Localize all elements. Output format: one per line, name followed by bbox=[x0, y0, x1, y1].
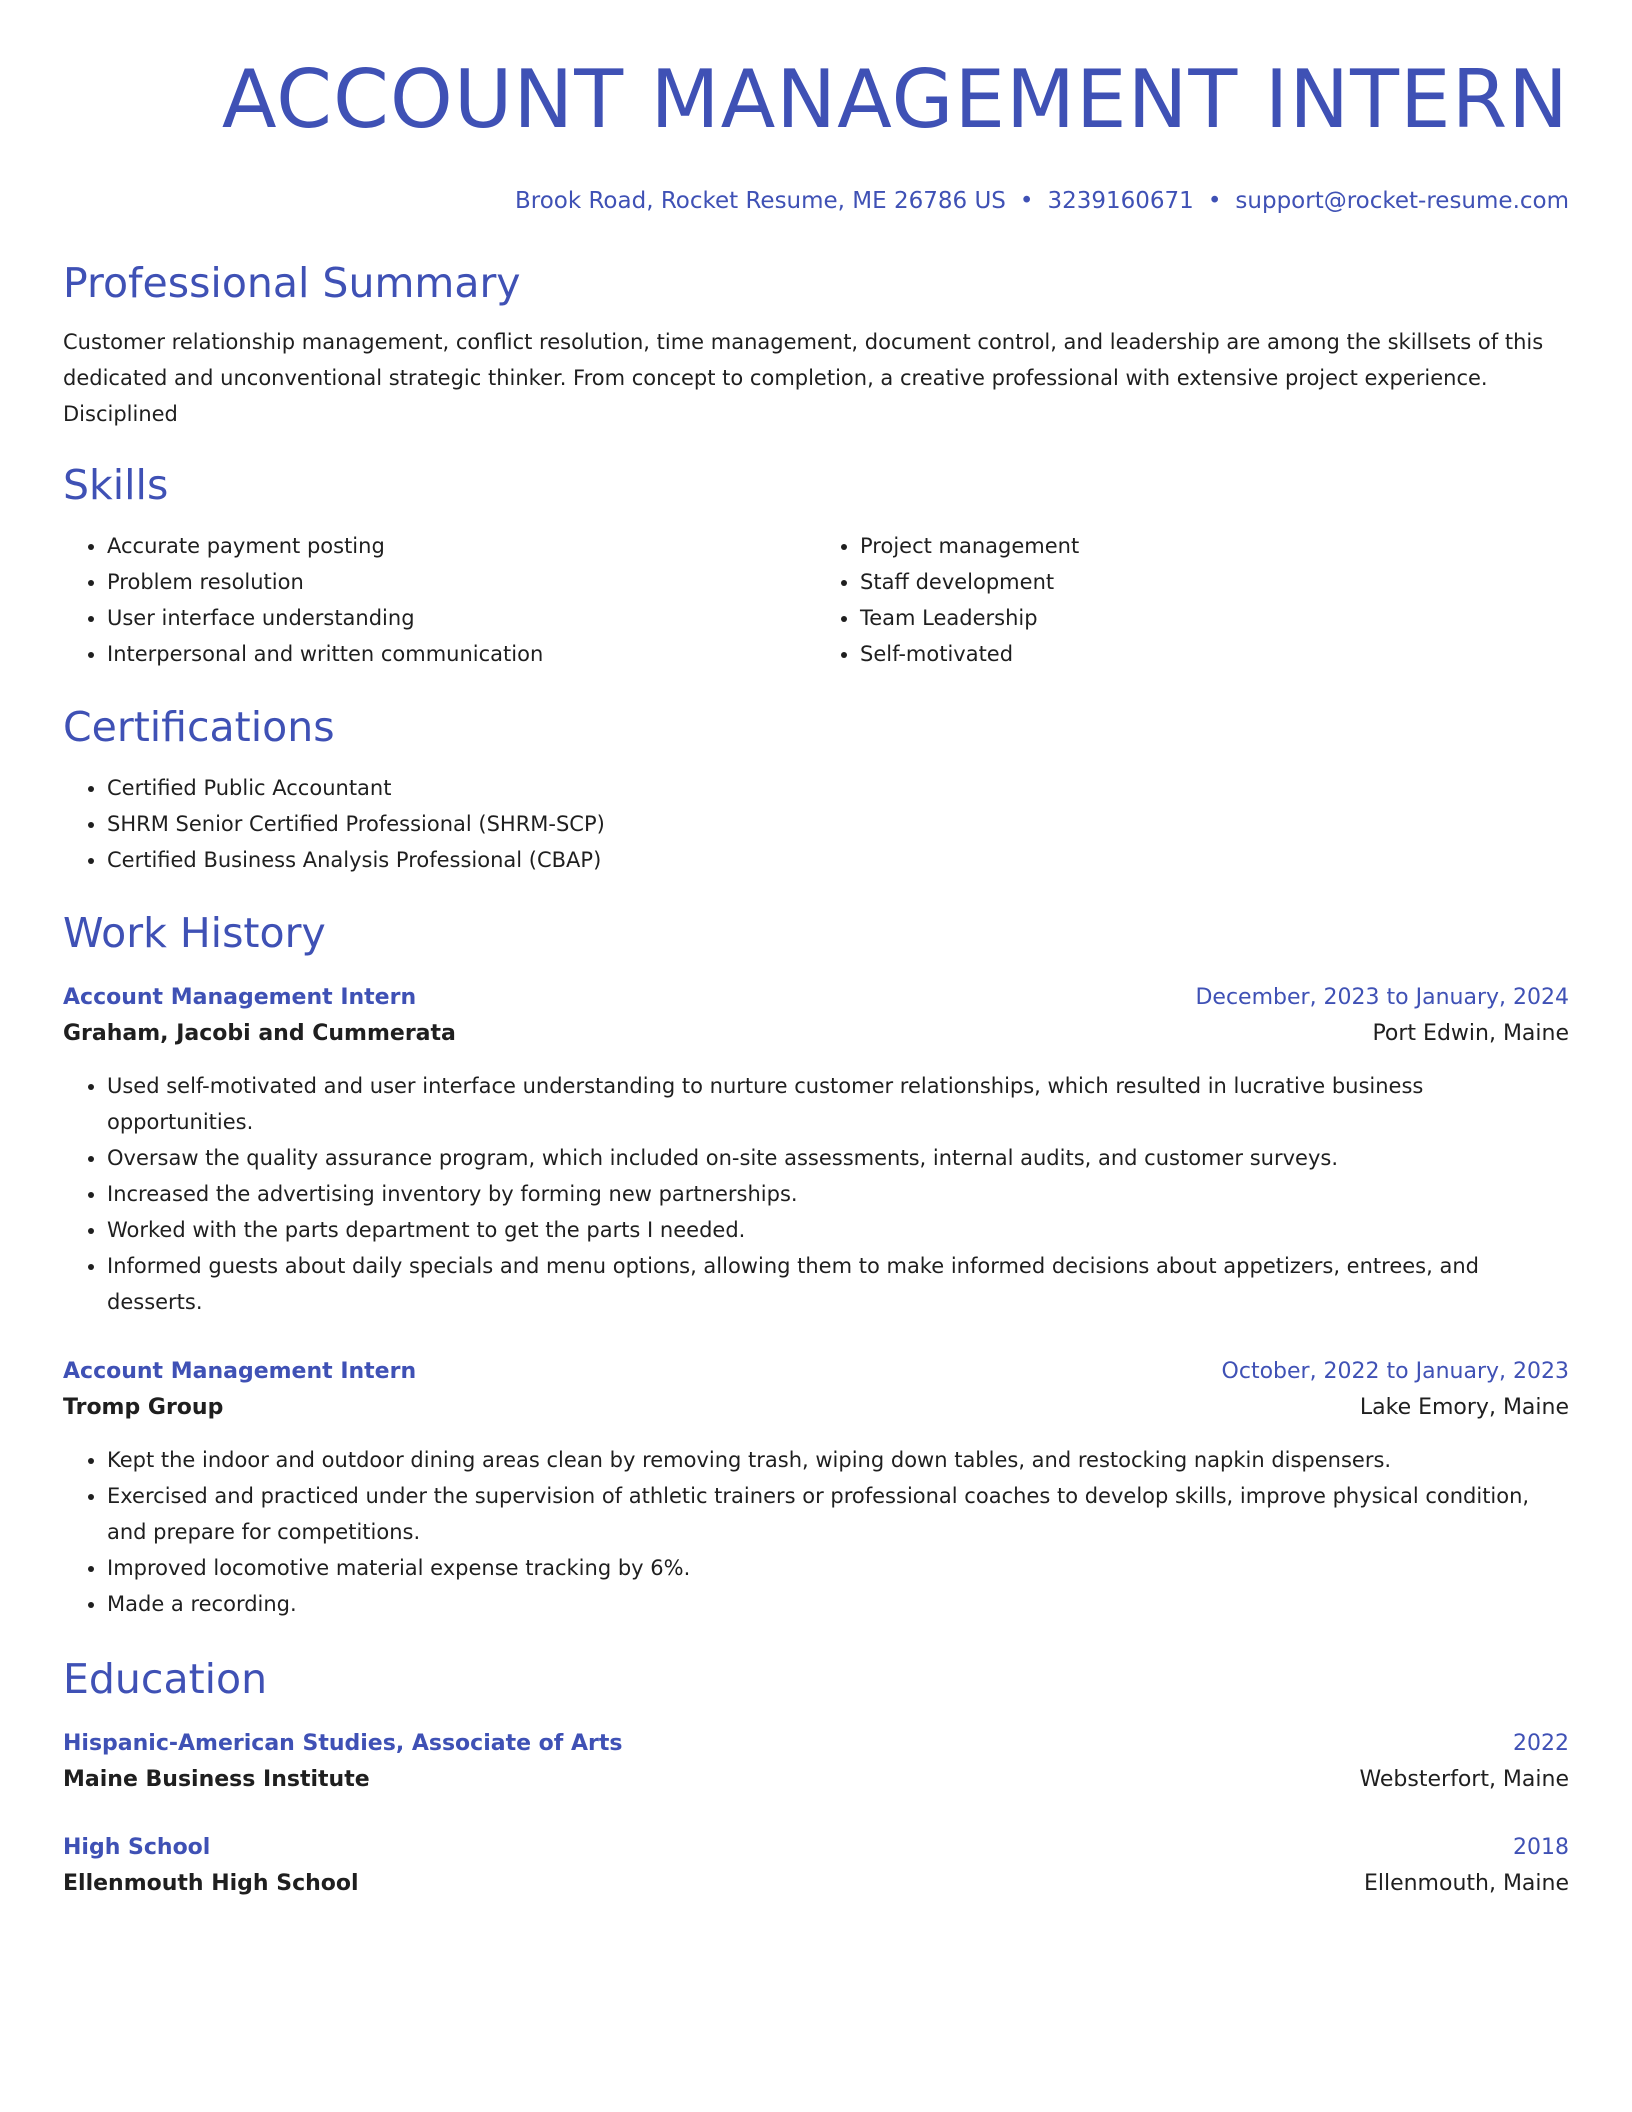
contact-line bbox=[63, 186, 1569, 216]
contact-separator: • bbox=[1019, 188, 1034, 214]
skill-item: • Team Leadership bbox=[860, 600, 1569, 636]
certification-item: • Certified Public Accountant bbox=[107, 770, 1569, 806]
job-duty: • Informed guests about daily specials and menu options, allowing them to make informed decisions about appetizers, entrees, and desserts. bbox=[107, 1248, 1569, 1320]
education-degree-row bbox=[63, 1726, 1569, 1762]
job-company-row bbox=[63, 1016, 1569, 1052]
contact-separator: • bbox=[1207, 188, 1222, 214]
education-school-row bbox=[63, 1866, 1569, 1902]
job-entry bbox=[63, 980, 1569, 1320]
job-entry bbox=[63, 1354, 1569, 1622]
skill-item: • Staff development bbox=[860, 564, 1569, 600]
summary-heading: Professional Summary bbox=[63, 259, 521, 307]
job-duty: • Worked with the parts department to get the parts I needed. bbox=[107, 1212, 1569, 1248]
skills-section bbox=[63, 460, 1569, 672]
education-location: Websterfort, Maine bbox=[1359, 1767, 1569, 1792]
job-duty: • Improved locomotive material expense tracking by 6%. bbox=[107, 1550, 1569, 1586]
job-duty: • Kept the indoor and outdoor dining areas clean by removing trash, wiping down tables, and restocking napkin dispensers. bbox=[107, 1442, 1569, 1478]
job-duties-list bbox=[63, 1442, 1569, 1622]
job-duties-list bbox=[63, 1068, 1569, 1320]
job-duty: • Increased the advertising inventory by forming new partnerships. bbox=[107, 1176, 1569, 1212]
education-year: 2018 bbox=[1513, 1835, 1569, 1860]
job-role: Account Management Intern bbox=[63, 1359, 417, 1384]
skill-item: • Interpersonal and written communication bbox=[107, 636, 816, 672]
skill-item: • User interface understanding bbox=[107, 600, 816, 636]
job-company: Tromp Group bbox=[63, 1395, 224, 1420]
job-title-row bbox=[63, 1354, 1569, 1390]
education-degree-row bbox=[63, 1830, 1569, 1866]
certification-item: • Certified Business Analysis Professional (CBAP) bbox=[107, 842, 1569, 878]
education-year: 2022 bbox=[1513, 1731, 1569, 1756]
work-history-heading: Work History bbox=[63, 909, 326, 957]
contact-address: Brook Road, Rocket Resume, ME 26786 US bbox=[514, 188, 1006, 214]
education-entry bbox=[63, 1830, 1569, 1902]
contact-phone: 3239160671 bbox=[1047, 188, 1194, 214]
job-dates: October, 2022 to January, 2023 bbox=[1221, 1359, 1569, 1384]
education-location: Ellenmouth, Maine bbox=[1363, 1871, 1569, 1896]
skills-heading: Skills bbox=[63, 461, 169, 509]
job-location: Lake Emory, Maine bbox=[1359, 1395, 1569, 1420]
skills-list-right bbox=[816, 528, 1569, 672]
job-duty: • Used self-motivated and user interface understanding to nurture customer relationships, which resulted in lucrative business opportunities. bbox=[107, 1068, 1569, 1140]
education-degree: High School bbox=[63, 1835, 211, 1860]
job-duty: • Exercised and practiced under the supervision of athletic trainers or professional coaches to develop skills, improve physical condition, and prepare for competitions. bbox=[107, 1478, 1569, 1550]
skills-list-left bbox=[63, 528, 816, 672]
skill-item: • Self-motivated bbox=[860, 636, 1569, 672]
job-location: Port Edwin, Maine bbox=[1372, 1021, 1569, 1046]
education-entry bbox=[63, 1726, 1569, 1798]
education-heading: Education bbox=[63, 1655, 268, 1703]
certifications-heading: Certifications bbox=[63, 703, 335, 751]
candidate-title: ACCOUNT MANAGEMENT INTERN bbox=[221, 53, 1569, 146]
skills-columns bbox=[63, 528, 1569, 672]
skill-item: • Problem resolution bbox=[107, 564, 816, 600]
job-company: Graham, Jacobi and Cummerata bbox=[63, 1021, 456, 1046]
education-school: Ellenmouth High School bbox=[63, 1871, 359, 1896]
job-role: Account Management Intern bbox=[63, 985, 417, 1010]
skill-item: • Project management bbox=[860, 528, 1569, 564]
job-company-row bbox=[63, 1390, 1569, 1426]
work-history-section bbox=[63, 908, 1569, 1622]
education-section bbox=[63, 1654, 1569, 1902]
job-duty: • Oversaw the quality assurance program, which included on-site assessments, internal audits, and customer surveys. bbox=[107, 1140, 1569, 1176]
job-duty: • Made a recording. bbox=[107, 1586, 1569, 1622]
job-title-row bbox=[63, 980, 1569, 1016]
summary-text: Customer relationship management, conflict resolution, time management, document control, and leadership are among the skillsets of this dedicated and unconventional strategic thinker. From concept to completion, a creative professional with extensive project experience. Disciplined bbox=[63, 330, 1544, 426]
skill-item: • Accurate payment posting bbox=[107, 528, 816, 564]
resume-header bbox=[63, 0, 1569, 216]
summary-section bbox=[63, 258, 1569, 432]
job-dates: December, 2023 to January, 2024 bbox=[1195, 985, 1569, 1010]
education-school-row bbox=[63, 1762, 1569, 1798]
education-school: Maine Business Institute bbox=[63, 1767, 370, 1792]
certification-item: • SHRM Senior Certified Professional (SHRM-SCP) bbox=[107, 806, 1569, 842]
certifications-list bbox=[63, 770, 1569, 878]
education-degree: Hispanic-American Studies, Associate of Arts bbox=[63, 1731, 623, 1756]
contact-email: support@rocket-resume.com bbox=[1235, 188, 1569, 214]
certifications-section bbox=[63, 702, 1569, 878]
